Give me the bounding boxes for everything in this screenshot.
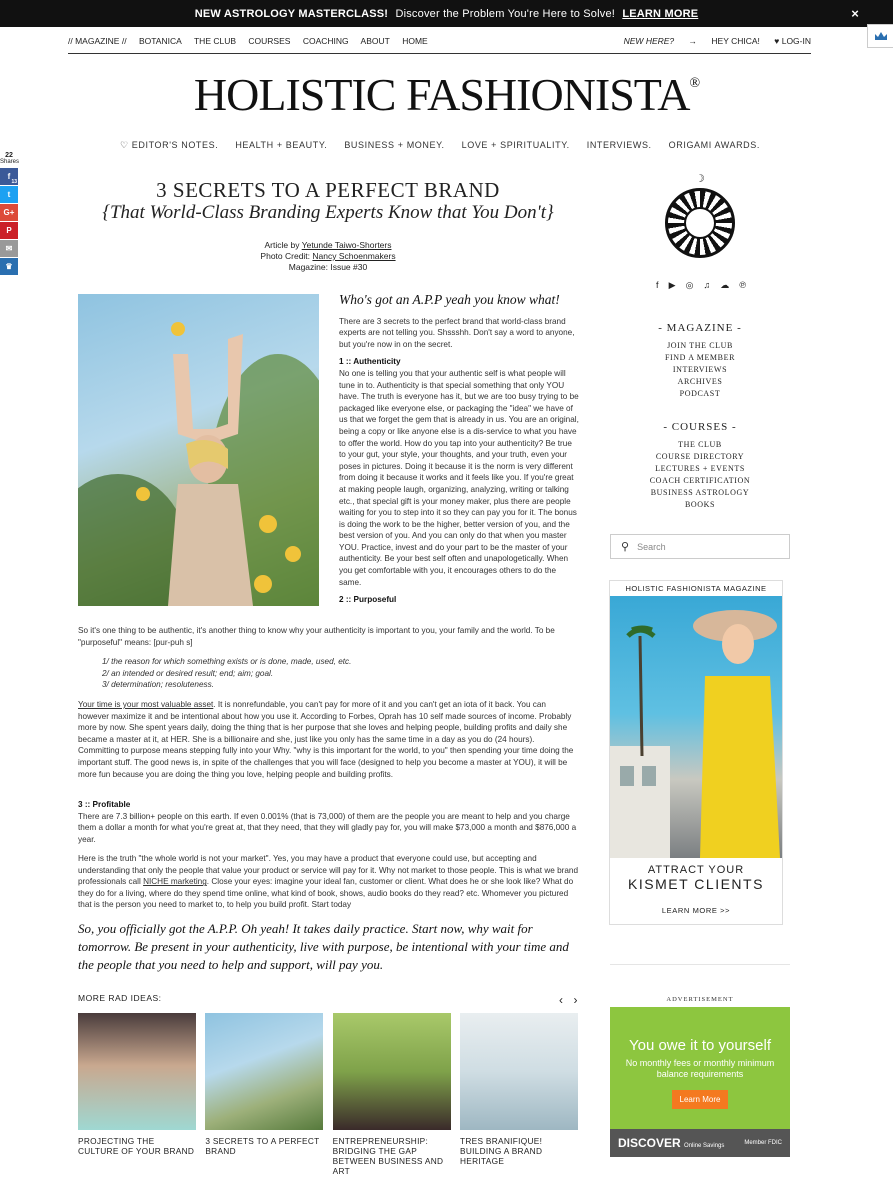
article-title: 3 SECRETS TO A PERFECT BRAND <box>156 178 500 202</box>
menu-find-a-member[interactable]: FIND A MEMBER <box>664 353 736 362</box>
related-post[interactable]: 3 SECRETS TO A PERFECT BRAND <box>205 1013 323 1176</box>
section-2-title: 2 :: Purposeful <box>339 595 397 605</box>
byline: Article by Yetunde Taiwo-Shorters Photo Credit: Nancy Schoenmakers Magazine: Issue #30 <box>260 240 396 272</box>
moon-icon: ☽ <box>695 173 705 185</box>
article-subtitle: {That World-Class Branding Experts Know that You Don't} <box>102 202 554 223</box>
related-post[interactable]: PROJECTING THE CULTURE OF YOUR BRAND <box>78 1013 196 1176</box>
article-column <box>339 294 579 606</box>
crown-share-icon[interactable]: ♛ <box>0 258 18 275</box>
hero-image <box>78 294 319 606</box>
nav-botanica[interactable]: BOTANICA <box>138 36 182 46</box>
share-count: 22 Shares <box>0 152 20 165</box>
section-2-body: Your time is your most valuable asset. It is nonrefundable, you can't pay for more of it and you can't get an iota of it back. You can however maximize it and be intentional about how you use it. According to Forbes, Oprah has 10 self made sources of income. Probably more by now. She spent years daily, doing the thing that is her purpose that she loves and helping people, building profits and daily she became a master at it, at HER. She is a billionaire and she, just like you only has the same time in a day as you do (24 hours). Committing to purpose means stepping fully into your Why. "why is this important for the world, to you" then spending your time doing the important stuff. The good news is, in spite of the challenges that you will face (designed to help you become a master at YOU), it will be more fun because you are doing the thing you love, helping people and building profits. <box>78 700 574 779</box>
crown-icon[interactable] <box>867 24 893 48</box>
related-posts <box>78 1013 578 1176</box>
heart-icon: ♥ <box>774 36 780 46</box>
ad-learn-more-button[interactable]: Learn More <box>672 1090 729 1109</box>
advertisement-label: ADVERTISEMENT <box>666 996 734 1003</box>
chevron-right-icon[interactable]: › <box>573 993 578 1007</box>
section-3-body: There are 7.3 billion+ people on this earth. If even 0.001% (that is 73,000) of them are the people you are meant to help and you charge them a dollar a month for what you're great at, that they need, that they will gladly pay for, you will make $73,000 a month and $876,000 a year. <box>78 811 577 844</box>
menu-the-club[interactable]: THE CLUB <box>678 440 722 449</box>
promo-learn-more-link[interactable]: LEARN MORE <box>622 7 699 20</box>
section-1-body: No one is telling you that your authentic self is what people will tune in to. Authenticity is that special something that only YOU have. The truth is everyone has it, but we are too busy trying to be packaged like everyone else, or packaging the "idea" we have of us that we forget the gem that is already in us. You are an original, being a copy or like anyone else is a dis-service to what you have to offer the world. How do you tap into your authenticity? Be true to your gut, your style, your thoughts, and your truth, even your poses in pictures. Doing it because it is the norm is very different from doing it because it works and it feels like you. If you're great at making people laugh, organizing, analyzing, writing or talking etc., that special gift is your money maker, plus there are people waiting for you to step into it so they can pay you for it. The bonus is doing the work to be the higher, better version of you, and the best version of you. And you can only do that when you master YOU. Practice, invest and do your part to be the master of your authenticity. Be your best self often and unapologetically. When you get comfortable with you, it encourages others to do the same. <box>339 368 579 587</box>
courses-menu: - COURSES - THE CLUB COURSE DIRECTORY LECTURES + EVENTS COACH CERTIFICATION BUSINESS ASTROLOGY BOOKS <box>610 421 790 511</box>
facebook-icon[interactable]: f <box>656 280 659 290</box>
soundcloud-icon[interactable]: ☁ <box>720 280 730 290</box>
podcast-icon[interactable]: ♫ <box>703 280 711 290</box>
menu-course-directory[interactable]: COURSE DIRECTORY <box>655 452 745 461</box>
section-2-lead: So it's one thing to be authentic, it's another thing to know why your authenticity is important to you, your family and the world. To be "purposeful" means: [pur-puh s] <box>78 626 555 647</box>
niche-marketing-link[interactable]: NICHE marketing <box>143 877 207 887</box>
nav-home[interactable]: HOME <box>402 36 428 46</box>
search-box[interactable] <box>610 534 790 559</box>
ad-footer: DISCOVER Online Savings Member FDIC <box>610 1129 790 1157</box>
menu-business-astrology[interactable]: BUSINESS ASTROLOGY <box>650 488 750 497</box>
close-icon[interactable]: × <box>851 6 859 21</box>
section-3 <box>78 799 578 845</box>
instagram-icon[interactable]: ◎ <box>685 280 694 290</box>
nav-magazine[interactable]: // MAGAZINE // <box>68 36 127 46</box>
category-nav <box>120 140 760 151</box>
menu-books[interactable]: BOOKS <box>684 500 716 509</box>
site-logo[interactable]: HOLISTIC FASHIONISTA® <box>193 69 700 120</box>
pinterest-icon[interactable]: ℗ <box>739 280 746 290</box>
divider <box>610 964 790 965</box>
ad-learn-more-link[interactable]: LEARN MORE >> <box>661 906 731 915</box>
photographer-link[interactable]: Nancy Schoenmakers <box>312 251 396 261</box>
menu-archives[interactable]: ARCHIVES <box>677 377 723 386</box>
menu-podcast[interactable]: PODCAST <box>679 389 721 398</box>
cat-health-beauty[interactable]: HEALTH + BEAUTY. <box>235 140 328 150</box>
nav-coaching[interactable]: COACHING <box>302 36 349 46</box>
search-icon: ⚲ <box>621 541 630 553</box>
section-3-title: 3 :: Profitable <box>78 800 131 809</box>
facebook-icon[interactable]: f 13 <box>0 168 18 185</box>
cat-editors-notes[interactable]: ♡ EDITOR'S NOTES. <box>120 140 219 150</box>
time-asset-link[interactable]: Your time is your most valuable asset <box>78 700 214 709</box>
pinterest-icon[interactable]: P <box>0 222 18 239</box>
mandala-logo <box>665 188 735 258</box>
cat-origami-awards[interactable]: ORIGAMI AWARDS. <box>668 140 760 150</box>
login-link[interactable]: ♥ LOG-IN <box>774 36 811 46</box>
social-icons <box>656 280 746 291</box>
intro-paragraph: There are 3 secrets to the perfect brand that world-class brand experts are not telling you. Shssshh. Don't say a word to anyone, but you're now in on the secret. <box>339 316 575 349</box>
nav-the-club[interactable]: THE CLUB <box>193 36 237 46</box>
purpose-definitions: 1/ the reason for which something exists or is done, made, used, etc. 2/ an intended or desired result; end; aim; goal. 3/ determination; resoluteness. <box>102 657 352 690</box>
new-here-link[interactable]: NEW HERE? <box>623 36 675 46</box>
menu-lectures-events[interactable]: LECTURES + EVENTS <box>655 464 745 473</box>
related-post-image[interactable] <box>460 1013 578 1130</box>
menu-coach-certification[interactable]: COACH CERTIFICATION <box>649 476 751 485</box>
section-3-body-2: Here is the truth "the whole world is not your market". Yes, you may have a product that everyone could use, but accepting and understanding that only the people that value your product or service will pay for it. Why not market to those people. This is what we brand professionals call NICHE marketing. Close your eyes: imagine your ideal fan, customer or client. What does he or she look like? What do they do for a living, where do they spend time online, what kind of book, shows, audio books do they read? etc. Whomever you pictured that is the person you need to market to, to help you build profit. Start today <box>78 854 579 910</box>
more-rad-ideas-header: MORE RAD IDEAS: ‹ › <box>78 993 578 1007</box>
cat-love-spirituality[interactable]: LOVE + SPIRITUALITY. <box>461 140 570 150</box>
nav-about[interactable]: ABOUT <box>360 36 390 46</box>
cat-business-money[interactable]: BUSINESS + MONEY. <box>344 140 445 150</box>
magazine-ad[interactable]: HOLISTIC FASHIONISTA MAGAZINE ATTRACT YOUR KISMET CLIENTS LEARN MORE >> <box>609 580 783 925</box>
related-post[interactable]: TRES BRANIFIQUE! BUILDING A BRAND HERITAGE <box>460 1013 578 1176</box>
email-icon[interactable]: ✉ <box>0 240 18 257</box>
intro-heading: Who's got an A.P.P yeah you know what! <box>339 292 560 307</box>
youtube-icon[interactable]: ▶ <box>668 280 676 290</box>
twitter-icon[interactable]: t <box>0 186 18 203</box>
search-input[interactable]: Search <box>637 541 666 552</box>
related-post-image[interactable] <box>78 1013 196 1130</box>
related-post-image[interactable] <box>333 1013 451 1130</box>
promo-title: NEW ASTROLOGY MASTERCLASS! <box>194 7 389 20</box>
promo-bar <box>0 0 893 27</box>
chevron-left-icon[interactable]: ‹ <box>559 993 564 1007</box>
related-post-image[interactable] <box>205 1013 323 1130</box>
menu-interviews[interactable]: INTERVIEWS <box>672 365 728 374</box>
cat-interviews[interactable]: INTERVIEWS. <box>586 140 652 150</box>
arrow-right-icon: → <box>688 36 698 46</box>
author-link[interactable]: Yetunde Taiwo-Shorters <box>301 240 392 250</box>
hey-chica-link[interactable]: HEY CHICA! <box>711 36 760 46</box>
menu-join-the-club[interactable]: JOIN THE CLUB <box>667 341 733 350</box>
related-post[interactable]: ENTREPRENEURSHIP: BRIDGING THE GAP BETWEEN BUSINESS AND ART <box>333 1013 451 1176</box>
google-plus-icon[interactable]: G+ <box>0 204 18 221</box>
ad-photo <box>610 596 782 858</box>
share-bar <box>0 152 18 276</box>
main-nav <box>68 36 811 54</box>
magazine-menu: - MAGAZINE - JOIN THE CLUB FIND A MEMBER INTERVIEWS ARCHIVES PODCAST <box>610 322 790 400</box>
nav-courses[interactable]: COURSES <box>248 36 291 46</box>
closing-quote: So, you officially got the A.P.P. Oh yeah! It takes daily practice. Start now, why wait for tomorrow. Be present in your authenticity, live with purpose, be intentional with your time and the people that you need to help and support, will pay you. <box>78 921 569 972</box>
promo-text: Discover the Problem You're Here to Solve! <box>395 7 616 20</box>
section-1-title: 1 :: Authenticity <box>339 357 401 367</box>
discover-ad[interactable]: You owe it to yourself No monthly fees or monthly minimum balance requirements Learn More DISCOVER Online Savings Member FDIC <box>610 1007 790 1157</box>
